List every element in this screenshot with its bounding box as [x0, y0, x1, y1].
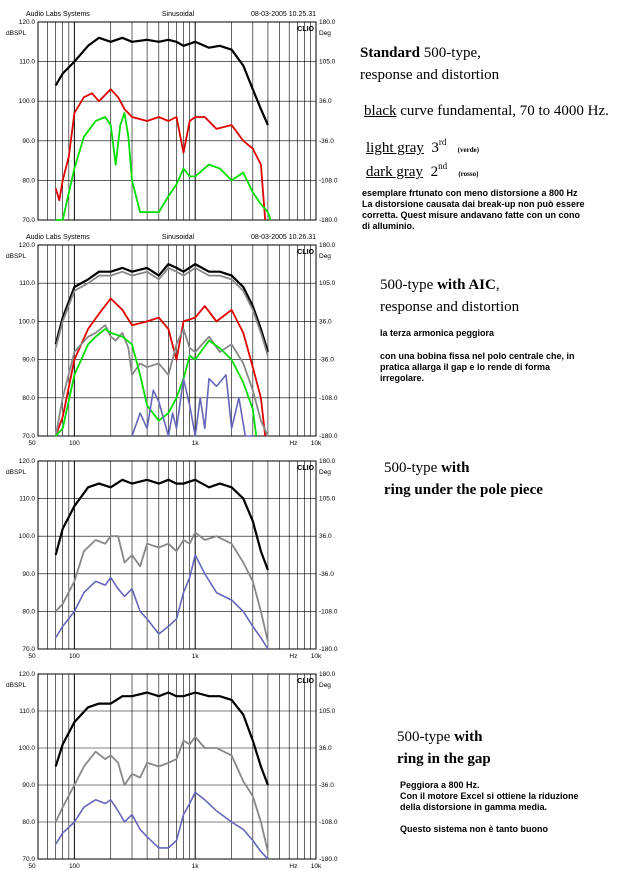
- y-tick-label: 120.0: [18, 458, 35, 465]
- clio-logo: CLIO: [297, 26, 314, 33]
- y-right-tick-label: 105.0: [319, 495, 336, 503]
- note-1-darkgray-label: dark gray: [366, 164, 424, 180]
- y-right-tick-label: -36.0: [319, 137, 334, 145]
- x-tick-label: 100: [68, 863, 80, 870]
- note-1-lightgray-sup: rd: [438, 137, 447, 147]
- note-2-comment-line-1: la terza armonica peggiora: [380, 328, 495, 338]
- y-right-tick-label: 36.0: [319, 98, 332, 106]
- y-axis-label: dBSPL: [6, 253, 27, 260]
- note-1-comment-line-2: La distorsione causata dai break-up non può essere: [362, 199, 585, 209]
- chart-panel-4: [0, 652, 340, 871]
- y-tick-label: 80.0: [22, 819, 35, 826]
- note-3-title-pre: 500-type: [384, 460, 442, 476]
- y-right-tick-label: -36.0: [319, 782, 334, 789]
- chart-header-mode: Sinusoidal: [161, 11, 195, 18]
- clio-logo: CLIO: [297, 678, 314, 685]
- x-tick-label: 50: [28, 653, 36, 660]
- note-2-comment-line-3: pratica allarga il gap e lo rende di forma: [380, 362, 551, 372]
- note-4-subtitle: ring in the gap: [397, 751, 491, 767]
- x-tick-label: Hz: [289, 440, 298, 447]
- y-right-tick-label: -36.0: [319, 356, 334, 364]
- x-tick-label: 10k: [310, 653, 322, 660]
- y-right-tick-label: 180.0: [319, 19, 336, 26]
- note-4-comment-line-1: Peggiora a 800 Hz.: [400, 780, 480, 790]
- y-tick-label: 110.0: [19, 708, 35, 715]
- y-tick-label: 80.0: [22, 394, 35, 402]
- y-right-tick-label: 36.0: [319, 533, 332, 541]
- y-tick-label: 100.0: [18, 318, 35, 326]
- plot-frame: [38, 461, 316, 649]
- y-tick-label: 80.0: [22, 608, 35, 616]
- x-tick-label: 100: [68, 440, 80, 447]
- clio-logo: CLIO: [297, 249, 314, 256]
- chart-1: [0, 0, 340, 232]
- x-tick-label: 50: [28, 440, 36, 447]
- note-4-heading: [397, 726, 491, 770]
- y-tick-label: 70.0: [22, 646, 35, 653]
- y-right-tick-label: -180.0: [319, 646, 338, 653]
- note-1-darkgray-ordinal: 2: [430, 164, 439, 180]
- note-1-subtitle: response and distortion: [360, 67, 500, 83]
- y-right-tick-label: 180.0: [319, 242, 336, 249]
- note-1-darkgray-sup: nd: [438, 161, 448, 171]
- y-right-axis-label: Deg: [319, 682, 331, 689]
- y-right-tick-label: 105.0: [319, 708, 336, 715]
- y-tick-label: 80.0: [22, 177, 35, 185]
- y-tick-label: 90.0: [22, 356, 35, 364]
- x-tick-label: 1k: [191, 653, 199, 660]
- y-right-axis-label: Deg: [319, 253, 331, 260]
- note-2-subtitle: response and distortion: [380, 299, 520, 315]
- y-right-tick-label: -108.0: [319, 177, 338, 185]
- note-3-heading: [384, 457, 543, 501]
- x-tick-label: Hz: [289, 653, 298, 660]
- x-tick-label: 10k: [310, 863, 322, 870]
- note-1-comment: [362, 188, 585, 232]
- chart-3: [0, 439, 340, 661]
- note-1-darkgray-note: (rosso): [458, 170, 479, 178]
- note-1-lightgray-label: light gray: [366, 140, 424, 156]
- chart-2: [0, 223, 340, 448]
- y-axis-label: dBSPL: [6, 469, 27, 476]
- note-1-black-label: black: [364, 103, 397, 119]
- y-right-tick-label: 36.0: [319, 745, 332, 752]
- y-tick-label: 110.0: [19, 280, 35, 288]
- chart-4: [0, 652, 340, 871]
- note-4-title-pre: 500-type: [397, 729, 455, 745]
- y-right-axis-label: Deg: [319, 30, 331, 37]
- y-tick-label: 90.0: [22, 782, 35, 789]
- y-right-tick-label: 180.0: [319, 458, 336, 465]
- note-1-comment-line-4: di alluminio.: [362, 221, 415, 231]
- note-4-comment-line-4: Questo sistema non è tanto buono: [400, 824, 549, 834]
- note-1-heading: [360, 42, 499, 86]
- y-tick-label: 100.0: [18, 533, 35, 541]
- note-2-comment-line-2: con una bobina fissa nel polo centrale che, in: [380, 351, 575, 361]
- x-tick-label: 50: [28, 863, 36, 870]
- y-right-tick-label: 36.0: [319, 318, 332, 326]
- note-2-comment-line-4: irregolare.: [380, 373, 425, 383]
- y-right-tick-label: -180.0: [319, 217, 338, 224]
- note-2-heading: [380, 274, 519, 318]
- note-4-comment-line-2: Con il motore Excel si ottiene la riduzione: [400, 791, 579, 801]
- note-1-title-bold: Standard: [360, 45, 421, 61]
- note-3-subtitle: ring under the pole piece: [384, 482, 543, 498]
- y-axis-label: dBSPL: [6, 30, 27, 37]
- note-1-darkgray-legend: [366, 155, 478, 185]
- note-3-title-bold: with: [441, 460, 470, 476]
- chart-panel-1: [0, 0, 340, 232]
- y-right-tick-label: 105.0: [319, 58, 336, 66]
- y-tick-label: 100.0: [18, 745, 35, 752]
- x-tick-label: 1k: [191, 863, 199, 870]
- y-tick-label: 110.0: [19, 58, 35, 66]
- y-right-tick-label: -108.0: [319, 394, 338, 402]
- x-tick-label: Hz: [289, 863, 298, 870]
- note-2-comment-a: [380, 328, 494, 339]
- y-tick-label: 120.0: [18, 671, 35, 678]
- note-1-lightgray-note: (verde): [457, 146, 480, 154]
- note-1-black-text: curve fundamental, 70 to 4000 Hz.: [396, 103, 609, 119]
- y-tick-label: 70.0: [22, 433, 35, 440]
- note-4-comment: [400, 780, 579, 835]
- clio-logo: CLIO: [297, 465, 314, 472]
- chart-header-timestamp: 08-03-2005 10.25.31: [251, 11, 316, 18]
- x-tick-label: 10k: [310, 440, 322, 447]
- y-right-tick-label: -108.0: [319, 608, 338, 616]
- x-tick-label: 100: [68, 653, 80, 660]
- chart-header-company: Audio Labs Systems: [26, 234, 90, 241]
- y-tick-label: 90.0: [22, 570, 35, 578]
- y-right-tick-label: -36.0: [319, 570, 334, 578]
- y-tick-label: 110.0: [19, 495, 35, 503]
- plot-frame: [38, 674, 316, 859]
- y-right-tick-label: -180.0: [319, 856, 338, 863]
- note-2-comment-b: [380, 351, 575, 384]
- note-2-title-post: ,: [495, 277, 500, 293]
- y-tick-label: 70.0: [22, 217, 35, 224]
- y-tick-label: 90.0: [22, 137, 35, 145]
- y-right-axis-label: Deg: [319, 469, 331, 476]
- y-tick-label: 70.0: [22, 856, 35, 863]
- plot-frame: [38, 245, 316, 436]
- y-tick-label: 120.0: [18, 19, 35, 26]
- note-1-lightgray-ordinal: 3: [431, 140, 439, 156]
- note-4-title-bold: with: [454, 729, 483, 745]
- chart-header-company: Audio Labs Systems: [26, 11, 90, 18]
- y-axis-label: dBSPL: [6, 682, 27, 689]
- y-right-tick-label: -108.0: [319, 819, 338, 826]
- note-2-title-bold: with AIC: [437, 277, 496, 293]
- y-right-tick-label: -180.0: [319, 433, 338, 440]
- y-tick-label: 100.0: [18, 98, 35, 106]
- note-1-title-rest: 500-type,: [420, 45, 481, 61]
- y-right-tick-label: 180.0: [319, 671, 336, 678]
- note-1-comment-line-3: corretta. Quest misure andavano fatte con un cono: [362, 210, 581, 220]
- note-1-black-legend: [364, 100, 609, 122]
- y-tick-label: 120.0: [18, 242, 35, 249]
- y-right-tick-label: 105.0: [319, 280, 336, 288]
- chart-header-mode: Sinusoidal: [161, 234, 195, 241]
- x-tick-label: 1k: [191, 440, 199, 447]
- chart-panel-3: [0, 439, 340, 661]
- chart-panel-2: [0, 223, 340, 448]
- note-4-comment-line-3: della distorsione in gamma media.: [400, 802, 548, 812]
- chart-header-timestamp: 08-03-2005 10.26.31: [251, 234, 316, 241]
- note-1-comment-line-1: esemplare frtunato con meno distorsione a 800 Hz: [362, 188, 578, 198]
- note-2-title-pre: 500-type: [380, 277, 438, 293]
